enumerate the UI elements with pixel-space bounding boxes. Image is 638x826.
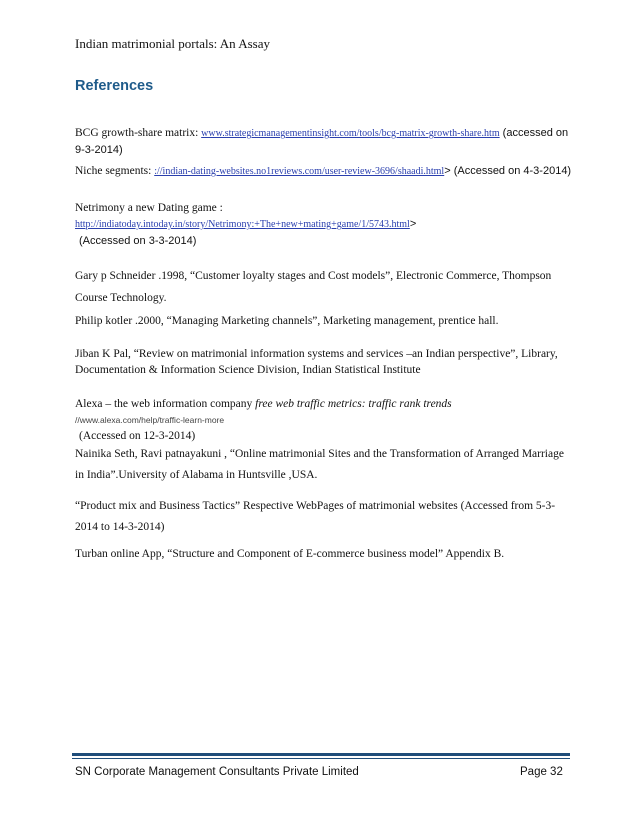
section-title: References bbox=[75, 78, 154, 94]
reference-schneider: Gary p Schneider .1998, “Customer loyalty stages and Cost models”, Electronic Commerce, Thompson Course Technology. bbox=[75, 270, 552, 304]
running-header: Indian matrimonial portals: An Assay bbox=[75, 36, 270, 51]
reference-netrimony bbox=[75, 200, 575, 249]
footer-page-number: Page 32 bbox=[520, 766, 563, 778]
reference-pal: Jiban K Pal, “Review on matrimonial information systems and services –an Indian perspective”, Library, Documentation & Information Science Division, Indian Statistical Institute bbox=[75, 348, 558, 376]
footer-company: SN Corporate Management Consultants Private Limited bbox=[75, 766, 359, 778]
reference-accessed: (Accessed on 3-3-2014) bbox=[79, 235, 197, 247]
reference-seth: Nainika Seth, Ravi patnayakuni , “Online matrimonial Sites and the Transformation of Arranged Marriage in India”.University of Alabama in Huntsville ,USA. bbox=[75, 448, 564, 481]
reference-link[interactable]: http://indiatoday.intoday.in/story/Netrimony:+The+new+mating+game/1/5743.html bbox=[75, 219, 410, 230]
reference-label: Alexa – the web information company bbox=[75, 398, 256, 410]
reference-title: Netrimony a new Dating game : bbox=[75, 202, 223, 214]
reference-niche bbox=[75, 163, 575, 180]
reference-accessed: > (Accessed on 4-3-2014) bbox=[444, 165, 572, 177]
reference-alexa bbox=[75, 396, 575, 444]
reference-label: Niche segments: bbox=[75, 165, 155, 177]
reference-kotler: Philip kotler .2000, “Managing Marketing channels”, Marketing management, prentice hall. bbox=[75, 315, 499, 327]
reference-label: BCG growth-share matrix: bbox=[75, 127, 202, 139]
reference-link[interactable]: ://indian-dating-websites.no1reviews.com/user-review-3696/shaadi.html bbox=[154, 166, 445, 177]
reference-bcg bbox=[75, 125, 575, 158]
reference-link[interactable]: www.strategicmanagementinsight.com/tools/bcg-matrix-growth-share.htm bbox=[201, 128, 500, 139]
footer-rule-thin bbox=[72, 758, 570, 759]
reference-url[interactable]: //www.alexa.com/help/traffic-learn-more bbox=[75, 415, 225, 425]
reference-product-mix: “Product mix and Business Tactics” Respective WebPages of matrimonial websites (Accessed from 5-3-2014 to 14-3-2014) bbox=[75, 500, 556, 533]
reference-italic-title: free web traffic metrics: traffic rank trends bbox=[255, 398, 452, 410]
reference-accessed: (Accessed on 12-3-2014) bbox=[79, 430, 196, 442]
reference-link-suffix: > bbox=[409, 218, 417, 230]
reference-accessed: (accessed on 9-3-2014) bbox=[75, 127, 569, 156]
reference-turban: Turban online App, “Structure and Component of E-commerce business model” Appendix B. bbox=[75, 548, 505, 560]
footer-rule bbox=[72, 753, 570, 756]
